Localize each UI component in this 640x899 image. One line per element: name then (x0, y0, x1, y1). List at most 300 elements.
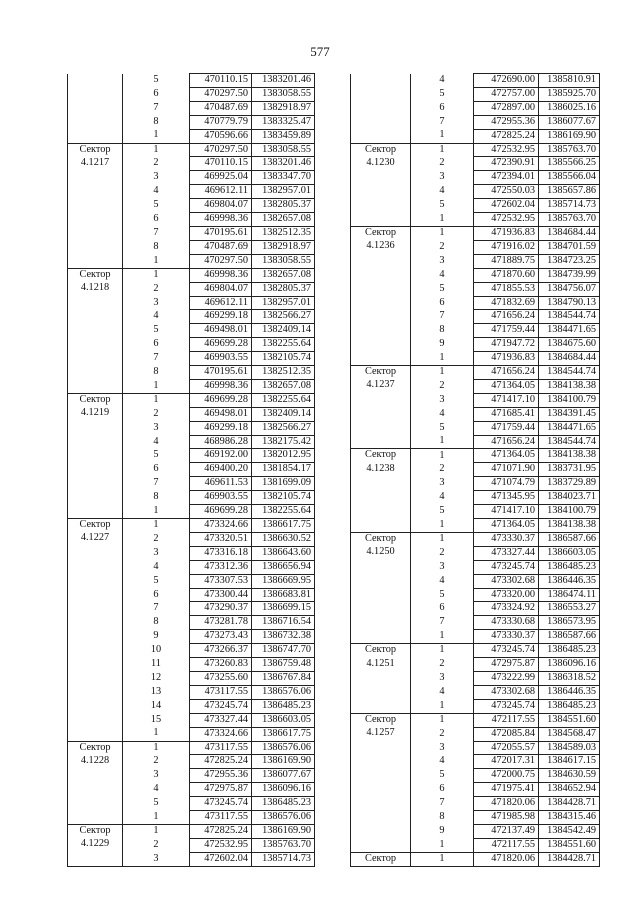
x-coordinate-cell: 472975.87 (474, 658, 539, 672)
sector-cell (351, 491, 411, 505)
table-row (351, 630, 600, 644)
sector-cell (351, 379, 411, 393)
sector-cell (68, 254, 123, 268)
x-coordinate-cell: 471364.05 (474, 449, 539, 463)
point-number-cell: 1 (411, 630, 474, 644)
point-number-cell: 7 (123, 101, 190, 115)
sector-cell (68, 463, 123, 477)
table-row (68, 379, 315, 393)
x-coordinate-cell: 473312.36 (190, 560, 252, 574)
point-number-cell: 7 (123, 352, 190, 366)
point-number-cell: 4 (411, 755, 474, 769)
y-coordinate-cell: 1386025.16 (539, 101, 600, 115)
sector-cell (68, 393, 123, 407)
table-row (68, 685, 315, 699)
x-coordinate-cell: 473316.18 (190, 546, 252, 560)
x-coordinate-cell: 472085.84 (474, 727, 539, 741)
table-row (351, 602, 600, 616)
sector-cell (68, 338, 123, 352)
y-coordinate-cell: 1386603.05 (252, 713, 315, 727)
table-row (351, 352, 600, 366)
table-row (351, 797, 600, 811)
sector-cell (68, 811, 123, 825)
sector-code: 4.1218 (80, 282, 110, 294)
table-row (68, 477, 315, 491)
sector-cell (351, 143, 411, 157)
x-coordinate-cell: 472532.95 (190, 838, 252, 852)
table-row (351, 449, 600, 463)
sector-cell (351, 407, 411, 421)
x-coordinate-cell: 473320.00 (474, 588, 539, 602)
sector-cell (68, 366, 123, 380)
y-coordinate-cell: 1386169.90 (539, 129, 600, 143)
y-coordinate-cell: 1382657.08 (252, 379, 315, 393)
x-coordinate-cell: 473300.44 (190, 588, 252, 602)
sector-cell (68, 616, 123, 630)
table-row (351, 129, 600, 143)
x-coordinate-cell: 471975.41 (474, 783, 539, 797)
point-number-cell: 10 (123, 644, 190, 658)
table-row (68, 505, 315, 519)
x-coordinate-cell: 472017.31 (474, 755, 539, 769)
y-coordinate-cell: 1386318.52 (539, 671, 600, 685)
y-coordinate-cell: 1386656.94 (252, 560, 315, 574)
sector-cell (351, 797, 411, 811)
x-coordinate-cell: 471074.79 (474, 477, 539, 491)
x-coordinate-cell: 471936.83 (474, 352, 539, 366)
x-coordinate-cell: 473330.68 (474, 616, 539, 630)
table-row (351, 421, 600, 435)
point-number-cell: 6 (123, 213, 190, 227)
table-row (68, 671, 315, 685)
x-coordinate-cell: 469998.36 (190, 213, 252, 227)
sector-cell (351, 630, 411, 644)
point-number-cell: 5 (411, 421, 474, 435)
sector-cell (68, 644, 123, 658)
point-number-cell: 6 (411, 783, 474, 797)
sector-cell (68, 87, 123, 101)
table-row (68, 366, 315, 380)
y-coordinate-cell: 1382105.74 (252, 491, 315, 505)
table-row (351, 852, 600, 866)
y-coordinate-cell: 1382566.27 (252, 310, 315, 324)
sector-cell (351, 101, 411, 115)
sector-code: 4.1236 (366, 240, 395, 252)
sector-cell (351, 699, 411, 713)
table-row (68, 407, 315, 421)
table-row (351, 74, 600, 88)
y-coordinate-cell: 1382255.64 (252, 393, 315, 407)
sector-label: Сектор (364, 532, 397, 544)
table-row (68, 213, 315, 227)
table-row (68, 435, 315, 449)
x-coordinate-cell: 471870.60 (474, 268, 539, 282)
point-number-cell: 5 (123, 324, 190, 338)
point-number-cell: 5 (411, 87, 474, 101)
point-number-cell: 3 (411, 741, 474, 755)
table-row (68, 101, 315, 115)
sector-cell (351, 74, 411, 88)
table-row (68, 421, 315, 435)
table-row (68, 588, 315, 602)
y-coordinate-cell: 1384652.94 (539, 783, 600, 797)
x-coordinate-cell: 473281.78 (190, 616, 252, 630)
point-number-cell: 7 (123, 477, 190, 491)
x-coordinate-cell: 472897.00 (474, 101, 539, 115)
sector-cell (351, 87, 411, 101)
sector-cell (351, 505, 411, 519)
y-coordinate-cell: 1384684.44 (539, 352, 600, 366)
point-number-cell: 1 (123, 505, 190, 519)
y-coordinate-cell: 1382566.27 (252, 421, 315, 435)
sector-cell (351, 366, 411, 380)
point-number-cell: 4 (411, 74, 474, 88)
x-coordinate-cell: 469804.07 (190, 282, 252, 296)
table-row (351, 393, 600, 407)
x-coordinate-cell: 471656.24 (474, 310, 539, 324)
sector-cell (68, 115, 123, 129)
point-number-cell: 2 (123, 157, 190, 171)
sector-cell (351, 783, 411, 797)
y-coordinate-cell: 1385925.70 (539, 87, 600, 101)
point-number-cell: 1 (123, 824, 190, 838)
sector-cell (68, 296, 123, 310)
point-number-cell: 3 (123, 421, 190, 435)
sector-cell (351, 129, 411, 143)
sector-cell (68, 783, 123, 797)
sector-cell (68, 602, 123, 616)
x-coordinate-cell: 473290.37 (190, 602, 252, 616)
y-coordinate-cell: 1386077.67 (539, 115, 600, 129)
x-coordinate-cell: 473327.44 (474, 546, 539, 560)
table-row (351, 671, 600, 685)
sector-cell (68, 240, 123, 254)
y-coordinate-cell: 1386169.90 (252, 755, 315, 769)
point-number-cell: 1 (411, 449, 474, 463)
x-coordinate-cell: 473324.66 (190, 519, 252, 533)
sector-cell (351, 602, 411, 616)
point-number-cell: 8 (411, 811, 474, 825)
sector-cell (68, 685, 123, 699)
sector-cell (68, 519, 123, 533)
x-coordinate-cell: 471685.41 (474, 407, 539, 421)
point-number-cell: 4 (123, 310, 190, 324)
y-coordinate-cell: 1384138.38 (539, 379, 600, 393)
sector-cell (351, 226, 411, 240)
table-row (68, 324, 315, 338)
point-number-cell: 1 (123, 129, 190, 143)
table-row (68, 546, 315, 560)
sector-code: 4.1238 (366, 462, 395, 474)
sector-cell (68, 310, 123, 324)
y-coordinate-cell: 1386617.75 (252, 519, 315, 533)
sector-code: 4.1227 (80, 532, 110, 544)
point-number-cell: 1 (411, 226, 474, 240)
x-coordinate-cell: 473266.37 (190, 644, 252, 658)
sector-cell (351, 741, 411, 755)
sector-cell (68, 407, 123, 421)
table-row (68, 115, 315, 129)
y-coordinate-cell: 1386767.84 (252, 671, 315, 685)
point-number-cell: 2 (411, 546, 474, 560)
table-row (68, 185, 315, 199)
point-number-cell: 2 (411, 658, 474, 672)
y-coordinate-cell: 1382657.08 (252, 213, 315, 227)
point-number-cell: 2 (411, 379, 474, 393)
y-coordinate-cell: 1384138.38 (539, 519, 600, 533)
page-number: 577 (310, 44, 330, 59)
y-coordinate-cell: 1386587.66 (539, 532, 600, 546)
sector-cell (68, 699, 123, 713)
y-coordinate-cell: 1386716.54 (252, 616, 315, 630)
table-row (351, 87, 600, 101)
table-row (351, 240, 600, 254)
x-coordinate-cell: 473117.55 (190, 811, 252, 825)
point-number-cell: 8 (123, 115, 190, 129)
sector-cell (68, 226, 123, 240)
y-coordinate-cell: 1382175.42 (252, 435, 315, 449)
x-coordinate-cell: 473117.55 (190, 741, 252, 755)
point-number-cell: 6 (411, 296, 474, 310)
table-row (351, 560, 600, 574)
sector-label: Сектор (79, 143, 111, 155)
x-coordinate-cell: 469903.55 (190, 352, 252, 366)
x-coordinate-cell: 469699.28 (190, 393, 252, 407)
x-coordinate-cell: 469498.01 (190, 324, 252, 338)
table-row (68, 393, 315, 407)
x-coordinate-cell: 472532.95 (474, 213, 539, 227)
point-number-cell: 9 (123, 630, 190, 644)
table-row (351, 379, 600, 393)
point-number-cell: 2 (123, 407, 190, 421)
sector-cell (68, 129, 123, 143)
sector-cell (68, 505, 123, 519)
x-coordinate-cell: 473324.66 (190, 727, 252, 741)
x-coordinate-cell: 473222.99 (474, 671, 539, 685)
sector-cell (68, 268, 123, 282)
coordinates-table-right-body (351, 74, 600, 867)
y-coordinate-cell: 1383058.55 (252, 143, 315, 157)
x-coordinate-cell: 470779.79 (190, 115, 252, 129)
point-number-cell: 11 (123, 658, 190, 672)
point-number-cell: 1 (123, 254, 190, 268)
sector-cell (68, 379, 123, 393)
y-coordinate-cell: 1382918.97 (252, 240, 315, 254)
table-row (68, 838, 315, 852)
x-coordinate-cell: 473245.74 (474, 560, 539, 574)
sector-cell (68, 74, 123, 88)
sector-cell (351, 199, 411, 213)
sector-cell (68, 727, 123, 741)
point-number-cell: 3 (123, 852, 190, 866)
x-coordinate-cell: 471947.72 (474, 338, 539, 352)
point-number-cell: 2 (123, 282, 190, 296)
point-number-cell: 5 (123, 199, 190, 213)
sector-code: 4.1228 (80, 754, 110, 766)
table-row (68, 616, 315, 630)
x-coordinate-cell: 473245.74 (474, 699, 539, 713)
sector-label: Сектор (364, 713, 397, 725)
sector-cell (351, 296, 411, 310)
sector-cell (351, 769, 411, 783)
table-row (68, 491, 315, 505)
x-coordinate-cell: 472975.87 (190, 783, 252, 797)
sector-cell (68, 477, 123, 491)
sector-cell (68, 741, 123, 755)
y-coordinate-cell: 1382805.37 (252, 282, 315, 296)
table-row (351, 115, 600, 129)
y-coordinate-cell: 1384100.79 (539, 393, 600, 407)
x-coordinate-cell: 473245.74 (474, 644, 539, 658)
x-coordinate-cell: 470195.61 (190, 366, 252, 380)
point-number-cell: 3 (411, 671, 474, 685)
point-number-cell: 8 (123, 491, 190, 505)
sector-cell (68, 143, 123, 157)
y-coordinate-cell: 1386576.06 (252, 741, 315, 755)
y-coordinate-cell: 1383201.46 (252, 74, 315, 88)
sector-code: 4.1217 (80, 156, 110, 168)
point-number-cell: 3 (411, 254, 474, 268)
y-coordinate-cell: 1386485.23 (539, 644, 600, 658)
table-row (68, 630, 315, 644)
point-number-cell: 4 (123, 560, 190, 574)
point-number-cell: 1 (123, 811, 190, 825)
sector-cell (68, 574, 123, 588)
x-coordinate-cell: 471820.06 (474, 797, 539, 811)
x-coordinate-cell: 473117.55 (190, 685, 252, 699)
sector-label: Сектор (364, 143, 397, 155)
x-coordinate-cell: 471759.44 (474, 421, 539, 435)
sector-cell (68, 713, 123, 727)
sector-cell (68, 824, 123, 838)
point-number-cell: 1 (411, 852, 474, 866)
point-number-cell: 6 (411, 101, 474, 115)
sector-cell (351, 546, 411, 560)
x-coordinate-cell: 472825.24 (190, 824, 252, 838)
table-row (68, 143, 315, 157)
y-coordinate-cell: 1384617.15 (539, 755, 600, 769)
sector-cell (351, 282, 411, 296)
table-row (68, 797, 315, 811)
sector-cell (68, 852, 123, 866)
y-coordinate-cell: 1384023.71 (539, 491, 600, 505)
point-number-cell: 8 (411, 324, 474, 338)
table-row (68, 741, 315, 755)
point-number-cell: 5 (411, 199, 474, 213)
x-coordinate-cell: 469612.11 (190, 185, 252, 199)
table-row (351, 199, 600, 213)
x-coordinate-cell: 469299.18 (190, 421, 252, 435)
sector-cell (68, 671, 123, 685)
sector-cell (68, 546, 123, 560)
y-coordinate-cell: 1382957.01 (252, 185, 315, 199)
y-coordinate-cell: 1383729.89 (539, 477, 600, 491)
table-row (351, 505, 600, 519)
table-row (351, 713, 600, 727)
x-coordinate-cell: 472602.04 (474, 199, 539, 213)
point-number-cell: 1 (411, 366, 474, 380)
sector-cell (351, 477, 411, 491)
y-coordinate-cell: 1381699.09 (252, 477, 315, 491)
y-coordinate-cell: 1384684.44 (539, 226, 600, 240)
sector-cell (351, 240, 411, 254)
table-row (68, 157, 315, 171)
point-number-cell: 4 (123, 435, 190, 449)
x-coordinate-cell: 472117.55 (474, 713, 539, 727)
y-coordinate-cell: 1384471.65 (539, 421, 600, 435)
sector-cell (351, 824, 411, 838)
x-coordinate-cell: 470487.69 (190, 101, 252, 115)
y-coordinate-cell: 1383731.95 (539, 463, 600, 477)
point-number-cell: 1 (123, 519, 190, 533)
point-number-cell: 5 (123, 797, 190, 811)
point-number-cell: 1 (123, 268, 190, 282)
point-number-cell: 4 (411, 491, 474, 505)
point-number-cell: 2 (411, 157, 474, 171)
x-coordinate-cell: 469400.20 (190, 463, 252, 477)
table-row (351, 268, 600, 282)
y-coordinate-cell: 1383201.46 (252, 157, 315, 171)
point-number-cell: 3 (411, 560, 474, 574)
point-number-cell: 2 (123, 755, 190, 769)
sector-cell (351, 838, 411, 852)
x-coordinate-cell: 471759.44 (474, 324, 539, 338)
table-row (68, 824, 315, 838)
point-number-cell: 4 (123, 783, 190, 797)
point-number-cell: 5 (123, 449, 190, 463)
sector-cell (68, 352, 123, 366)
x-coordinate-cell: 471832.69 (474, 296, 539, 310)
point-number-cell: 1 (123, 393, 190, 407)
y-coordinate-cell: 1384471.65 (539, 324, 600, 338)
sector-label: Сектор (364, 226, 397, 238)
x-coordinate-cell: 471656.24 (474, 435, 539, 449)
point-number-cell: 5 (411, 282, 474, 296)
y-coordinate-cell: 1382409.14 (252, 324, 315, 338)
sector-cell (68, 185, 123, 199)
sector-cell (351, 254, 411, 268)
y-coordinate-cell: 1384391.45 (539, 407, 600, 421)
x-coordinate-cell: 471889.75 (474, 254, 539, 268)
sector-cell (351, 560, 411, 574)
point-number-cell: 4 (123, 185, 190, 199)
table-row (351, 783, 600, 797)
x-coordinate-cell: 473307.53 (190, 574, 252, 588)
table-row (68, 226, 315, 240)
sector-cell (68, 560, 123, 574)
sector-code: 4.1230 (366, 156, 395, 168)
sector-cell (351, 852, 411, 866)
sector-cell (351, 519, 411, 533)
table-row (68, 602, 315, 616)
x-coordinate-cell: 469903.55 (190, 491, 252, 505)
sector-cell (351, 213, 411, 227)
x-coordinate-cell: 469998.36 (190, 379, 252, 393)
x-coordinate-cell: 471417.10 (474, 505, 539, 519)
sector-code: 4.1229 (80, 838, 110, 850)
x-coordinate-cell: 472825.24 (474, 129, 539, 143)
y-coordinate-cell: 1382805.37 (252, 199, 315, 213)
y-coordinate-cell: 1384544.74 (539, 366, 600, 380)
table-row (68, 296, 315, 310)
y-coordinate-cell: 1383058.55 (252, 87, 315, 101)
sector-cell (68, 797, 123, 811)
point-number-cell: 7 (411, 616, 474, 630)
sector-cell (351, 115, 411, 129)
y-coordinate-cell: 1382105.74 (252, 352, 315, 366)
point-number-cell: 1 (411, 713, 474, 727)
y-coordinate-cell: 1386169.90 (252, 824, 315, 838)
